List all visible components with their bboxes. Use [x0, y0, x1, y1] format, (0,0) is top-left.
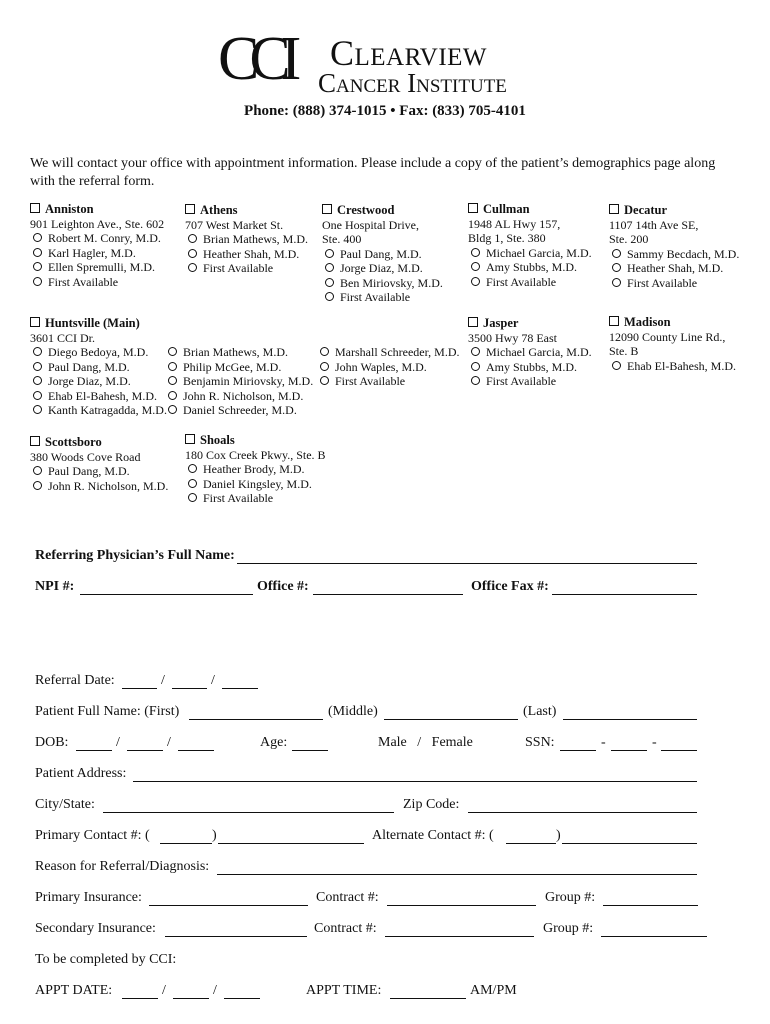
- city-state-label: City/State:: [35, 797, 95, 812]
- radio-icon[interactable]: [188, 464, 197, 473]
- appt-date-label: APPT DATE:: [35, 983, 113, 998]
- physician-option[interactable]: Kanth Katragadda, M.D.: [30, 403, 167, 418]
- radio-icon[interactable]: [612, 278, 621, 287]
- location-huntsville-col3: [317, 345, 459, 389]
- age-field[interactable]: [292, 750, 328, 751]
- org-name-line1: Clearview: [330, 33, 488, 73]
- secondary-insurance-field[interactable]: [165, 936, 307, 937]
- physician-option[interactable]: John Waples, M.D.: [317, 360, 459, 375]
- location-decatur: [609, 203, 739, 290]
- physician-option[interactable]: Paul Dang, M.D.: [30, 464, 168, 479]
- location-crestwood: [322, 203, 443, 305]
- physician-option[interactable]: Amy Stubbs, M.D.: [468, 360, 592, 375]
- referral-date-month[interactable]: [122, 688, 157, 689]
- physician-option[interactable]: Ehab El-Bahesh, M.D.: [30, 389, 167, 404]
- location-shoals-checkbox[interactable]: Shoals: [185, 433, 326, 448]
- zip-label: Zip Code:: [403, 797, 460, 812]
- physician-option[interactable]: First Available: [322, 290, 443, 305]
- location-anniston-checkbox[interactable]: Anniston: [30, 202, 164, 217]
- radio-icon[interactable]: [612, 361, 621, 370]
- location-huntsville-checkbox[interactable]: Huntsville (Main): [30, 316, 167, 331]
- dob-year[interactable]: [178, 750, 214, 751]
- checkbox-icon[interactable]: [609, 316, 619, 326]
- ssn-separator: -: [652, 735, 657, 750]
- patient-middle-field[interactable]: [384, 719, 518, 720]
- physician-option[interactable]: First Available: [317, 374, 459, 389]
- location-address: Ste. B: [609, 344, 639, 358]
- location-athens-checkbox[interactable]: Athens: [185, 203, 308, 218]
- location-huntsville: [30, 316, 167, 418]
- radio-icon[interactable]: [168, 391, 177, 400]
- location-address: 901 Leighton Ave., Ste. 602: [30, 216, 165, 231]
- physician-option[interactable]: Ellen Spremulli, M.D.: [30, 260, 164, 275]
- ssn-part3[interactable]: [661, 750, 697, 751]
- physician-option[interactable]: Daniel Schreeder, M.D.: [165, 403, 313, 418]
- referral-date-day[interactable]: [172, 688, 207, 689]
- npi-field[interactable]: [80, 594, 253, 595]
- radio-icon[interactable]: [33, 262, 42, 271]
- primary-insurance-label: Primary Insurance:: [35, 890, 142, 905]
- physician-option[interactable]: Jorge Diaz, M.D.: [30, 374, 167, 389]
- primary-group-label: Group #:: [545, 890, 596, 905]
- physician-option[interactable]: First Available: [609, 276, 739, 291]
- reason-field[interactable]: [217, 874, 697, 875]
- location-address: 1107 14th Ave SE,: [609, 217, 699, 232]
- cci-note: To be completed by CCI:: [35, 952, 177, 967]
- physician-option[interactable]: First Available: [185, 491, 326, 506]
- physician-option[interactable]: Heather Shah, M.D.: [609, 261, 739, 276]
- physician-option[interactable]: Brian Mathews, M.D.: [185, 232, 308, 247]
- date-separator: /: [167, 735, 171, 750]
- physician-option[interactable]: Philip McGee, M.D.: [165, 360, 313, 375]
- referral-date-year[interactable]: [222, 688, 258, 689]
- physician-option[interactable]: Ben Miriovsky, M.D.: [322, 276, 443, 291]
- ssn-separator: -: [601, 735, 606, 750]
- checkbox-icon[interactable]: [609, 204, 619, 214]
- ssn-part2[interactable]: [611, 750, 647, 751]
- location-athens: [185, 203, 308, 276]
- physician-option[interactable]: Heather Shah, M.D.: [185, 247, 308, 262]
- location-jasper: [468, 316, 592, 389]
- radio-icon[interactable]: [188, 234, 197, 243]
- physician-option[interactable]: John R. Nicholson, M.D.: [30, 479, 168, 494]
- patient-last-field[interactable]: [563, 719, 697, 720]
- paren-close: ): [556, 828, 561, 843]
- checkbox-icon[interactable]: [185, 204, 195, 214]
- radio-icon[interactable]: [188, 493, 197, 502]
- location-address: 707 West Market St.: [185, 217, 284, 232]
- radio-icon[interactable]: [33, 233, 42, 242]
- radio-icon[interactable]: [471, 248, 480, 257]
- radio-icon[interactable]: [33, 405, 42, 414]
- dob-month[interactable]: [76, 750, 112, 751]
- radio-icon[interactable]: [33, 277, 42, 286]
- physician-option[interactable]: Jorge Diaz, M.D.: [322, 261, 443, 276]
- radio-icon[interactable]: [168, 347, 177, 356]
- physician-option[interactable]: John R. Nicholson, M.D.: [165, 389, 313, 404]
- date-separator: /: [162, 983, 166, 998]
- date-separator: /: [213, 983, 217, 998]
- location-address: 12090 County Line Rd.,: [609, 329, 726, 344]
- checkbox-icon[interactable]: [185, 434, 195, 444]
- npi-label: NPI #:: [35, 579, 75, 594]
- radio-icon[interactable]: [325, 292, 334, 301]
- checkbox-icon[interactable]: [468, 203, 478, 213]
- radio-icon[interactable]: [188, 479, 197, 488]
- location-scottsboro: [30, 435, 168, 493]
- location-address: One Hospital Drive,: [322, 217, 419, 232]
- location-address: 180 Cox Creek Pkwy., Ste. B: [185, 447, 326, 462]
- primary-insurance-field[interactable]: [149, 905, 308, 906]
- patient-last-label: (Last): [523, 704, 557, 719]
- patient-address-field[interactable]: [133, 781, 697, 782]
- secondary-insurance-label: Secondary Insurance:: [35, 921, 156, 936]
- alternate-contact-field[interactable]: [562, 843, 697, 844]
- physician-option[interactable]: First Available: [30, 275, 164, 290]
- location-madison: [609, 315, 736, 373]
- radio-icon[interactable]: [471, 262, 480, 271]
- referral-date-label: Referral Date:: [35, 673, 115, 688]
- appt-time-field[interactable]: [390, 998, 466, 999]
- alternate-contact-label: Alternate Contact #: (: [372, 828, 494, 843]
- radio-icon[interactable]: [33, 376, 42, 385]
- radio-icon[interactable]: [471, 376, 480, 385]
- radio-icon[interactable]: [33, 391, 42, 400]
- location-huntsville-col2: [165, 345, 313, 418]
- location-address: 380 Woods Cove Road: [30, 449, 141, 464]
- ampm-label: AM/PM: [470, 983, 517, 998]
- radio-icon[interactable]: [168, 362, 177, 371]
- physician-option[interactable]: Paul Dang, M.D.: [30, 360, 167, 375]
- location-address: 3601 CCI Dr.: [30, 330, 96, 345]
- radio-icon[interactable]: [188, 263, 197, 272]
- physician-option[interactable]: Ehab El-Bahesh, M.D.: [609, 359, 736, 374]
- referring-physician-field[interactable]: [237, 563, 697, 564]
- radio-icon[interactable]: [33, 481, 42, 490]
- location-decatur-checkbox[interactable]: Decatur: [609, 203, 739, 218]
- location-shoals: [185, 433, 326, 506]
- patient-address-label: Patient Address:: [35, 766, 127, 781]
- primary-contract-field[interactable]: [387, 905, 536, 906]
- contact-line: Phone: (888) 374-1015 • Fax: (833) 705-4101: [244, 103, 526, 119]
- location-address: Ste. 400: [322, 232, 362, 246]
- physician-option[interactable]: Robert M. Conry, M.D.: [30, 231, 164, 246]
- office-fax-label: Office Fax #:: [471, 579, 549, 594]
- secondary-group-label: Group #:: [543, 921, 594, 936]
- paren-close: ): [212, 828, 217, 843]
- radio-icon[interactable]: [33, 347, 42, 356]
- city-state-field[interactable]: [103, 812, 394, 813]
- primary-contact-label: Primary Contact #: (: [35, 828, 150, 843]
- radio-icon[interactable]: [320, 376, 329, 385]
- date-separator: /: [161, 673, 165, 688]
- location-anniston: [30, 202, 164, 289]
- appt-date-year[interactable]: [224, 998, 260, 999]
- location-jasper-checkbox[interactable]: Jasper: [468, 316, 592, 331]
- radio-icon[interactable]: [471, 347, 480, 356]
- office-fax-field[interactable]: [552, 594, 697, 595]
- location-cullman: [468, 202, 592, 289]
- radio-icon[interactable]: [188, 249, 197, 258]
- primary-contract-label: Contract #:: [316, 890, 379, 905]
- radio-icon[interactable]: [471, 277, 480, 286]
- radio-icon[interactable]: [612, 249, 621, 258]
- checkbox-icon[interactable]: [468, 317, 478, 327]
- dob-label: DOB:: [35, 735, 69, 750]
- checkbox-icon[interactable]: [322, 204, 332, 214]
- checkbox-icon[interactable]: [30, 436, 40, 446]
- radio-icon[interactable]: [33, 466, 42, 475]
- physician-option[interactable]: Daniel Kingsley, M.D.: [185, 477, 326, 492]
- physician-option[interactable]: Marshall Schreeder, M.D.: [317, 345, 459, 360]
- age-label: Age:: [260, 735, 288, 750]
- cci-logo-mark: CCI: [218, 25, 292, 93]
- physician-option[interactable]: Karl Hagler, M.D.: [30, 246, 164, 261]
- radio-icon[interactable]: [325, 278, 334, 287]
- primary-contact-field[interactable]: [218, 843, 364, 844]
- radio-icon[interactable]: [33, 362, 42, 371]
- physician-option[interactable]: Heather Brody, M.D.: [185, 462, 326, 477]
- office-field[interactable]: [313, 594, 463, 595]
- radio-icon[interactable]: [320, 347, 329, 356]
- radio-icon[interactable]: [325, 263, 334, 272]
- location-scottsboro-checkbox[interactable]: Scottsboro: [30, 435, 168, 450]
- physician-option[interactable]: Michael Garcia, M.D.: [468, 345, 592, 360]
- appt-time-label: APPT TIME:: [306, 983, 382, 998]
- dob-day[interactable]: [127, 750, 163, 751]
- secondary-group-field[interactable]: [601, 936, 707, 937]
- radio-icon[interactable]: [168, 405, 177, 414]
- physician-option[interactable]: Michael Garcia, M.D.: [468, 246, 592, 261]
- checkbox-icon[interactable]: [30, 317, 40, 327]
- radio-icon[interactable]: [320, 362, 329, 371]
- ssn-label: SSN:: [525, 735, 555, 750]
- date-separator: /: [116, 735, 120, 750]
- reason-label: Reason for Referral/Diagnosis:: [35, 859, 210, 874]
- patient-first-label: Patient Full Name: (First): [35, 704, 180, 719]
- sex-options[interactable]: Male / Female: [378, 735, 473, 750]
- secondary-contract-label: Contract #:: [314, 921, 377, 936]
- office-label: Office #:: [257, 579, 309, 594]
- checkbox-icon[interactable]: [30, 203, 40, 213]
- date-separator: /: [211, 673, 215, 688]
- radio-icon[interactable]: [33, 248, 42, 257]
- physician-option[interactable]: Amy Stubbs, M.D.: [468, 260, 592, 275]
- location-address: 1948 AL Hwy 157,: [468, 216, 561, 231]
- location-address: Ste. 200: [609, 232, 649, 246]
- location-madison-checkbox[interactable]: Madison: [609, 315, 736, 330]
- physician-option[interactable]: Sammy Becdach, M.D.: [609, 247, 739, 262]
- physician-option[interactable]: First Available: [468, 275, 592, 290]
- alternate-contact-area[interactable]: [506, 843, 556, 844]
- physician-option[interactable]: Diego Bedoya, M.D.: [30, 345, 167, 360]
- org-name-line2: Cancer Institute: [318, 68, 507, 98]
- appt-date-month[interactable]: [122, 998, 158, 999]
- radio-icon[interactable]: [168, 376, 177, 385]
- ssn-part1[interactable]: [560, 750, 596, 751]
- physician-option[interactable]: First Available: [468, 374, 592, 389]
- location-cullman-checkbox[interactable]: Cullman: [468, 202, 592, 217]
- radio-icon[interactable]: [325, 249, 334, 258]
- physician-option[interactable]: Paul Dang, M.D.: [322, 247, 443, 262]
- primary-contact-area[interactable]: [160, 843, 212, 844]
- physician-option[interactable]: First Available: [185, 261, 308, 276]
- referring-physician-label: Referring Physician’s Full Name:: [35, 548, 235, 563]
- location-address: Bldg 1, Ste. 380: [468, 231, 546, 245]
- patient-middle-label: (Middle): [328, 704, 378, 719]
- physician-option[interactable]: Benjamin Miriovsky, M.D.: [165, 374, 313, 389]
- primary-group-field[interactable]: [603, 905, 698, 906]
- intro-text: We will contact your office with appointment information. Please include a copy of the patient’s demographics page along with the referral form.: [30, 156, 716, 189]
- radio-icon[interactable]: [612, 263, 621, 272]
- appt-date-day[interactable]: [173, 998, 209, 999]
- patient-first-field[interactable]: [189, 719, 323, 720]
- location-address: 3500 Hwy 78 East: [468, 330, 557, 345]
- secondary-contract-field[interactable]: [385, 936, 534, 937]
- radio-icon[interactable]: [471, 362, 480, 371]
- location-crestwood-checkbox[interactable]: Crestwood: [322, 203, 443, 218]
- zip-field[interactable]: [468, 812, 697, 813]
- physician-option[interactable]: Brian Mathews, M.D.: [165, 345, 313, 360]
